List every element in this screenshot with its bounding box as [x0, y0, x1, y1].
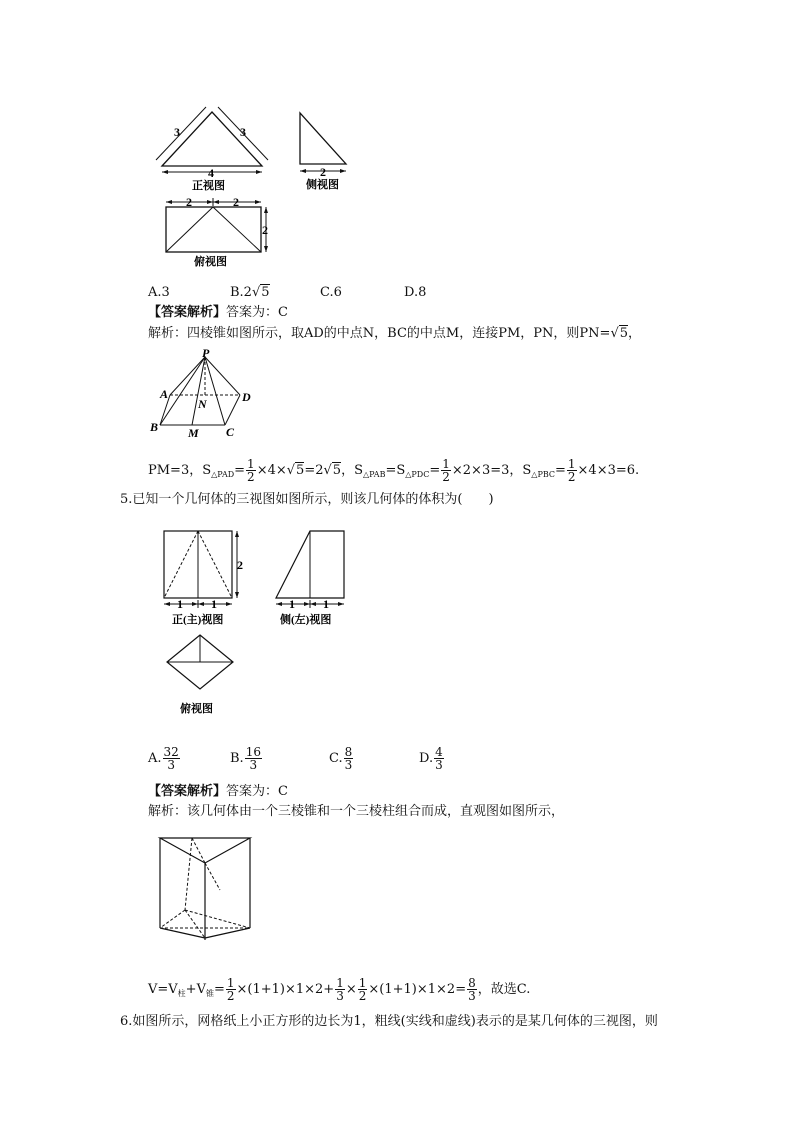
q5-solid-figure — [150, 830, 280, 940]
q4-label-b: B — [150, 420, 159, 434]
q5-answer-tag: 【答案解析】 — [148, 784, 227, 799]
q4-front-view-figure — [150, 100, 280, 195]
q4-answer-tag: 【答案解析】 — [148, 305, 227, 320]
q5-front-label: 正(主)视图 — [172, 614, 224, 626]
q5-front-dim-1-left: 1 — [177, 597, 183, 611]
q4-label-c: C — [226, 425, 235, 439]
q4-front-label: 正视图 — [192, 180, 225, 192]
q5-options — [148, 743, 445, 775]
q4-dim-4: 4 — [208, 166, 214, 180]
q5-side-dim-1-right: 1 — [323, 597, 329, 611]
q4-top-label: 俯视图 — [194, 256, 227, 268]
q4-analysis-line: 解析：四棱锥如图所示，取AD的中点N，BC的中点M，连接PM，PN，则PN=√5， — [148, 326, 642, 341]
q4-top-dim-2-side: 2 — [262, 223, 268, 237]
q5-side-view-figure — [270, 525, 360, 630]
q4-top-dim-2-right: 2 — [233, 195, 239, 209]
q5-top-view-figure — [158, 632, 248, 722]
q5-option-b: B. $\frac{16}{3}$ — [230, 745, 261, 772]
q5-front-dim-1-right: 1 — [211, 597, 217, 611]
q4-label-n: N — [198, 397, 207, 411]
q4-top-view-figure — [158, 192, 278, 272]
q5-analysis-line: 解析：该几何体由一个三棱锥和一个三棱柱组合而成，直观图如图所示， — [148, 804, 565, 819]
q4-side-label: 侧视图 — [306, 179, 339, 191]
q4-answer-text: 答案为：C — [226, 305, 288, 320]
q5-question: 5.已知一个几何体的三视图如图所示，则该几何体的体积为( ) — [120, 492, 494, 507]
q5-side-label: 侧(左)视图 — [280, 614, 332, 626]
q5-option-d: D. $\frac{4}{3}$ — [419, 745, 443, 772]
q4-options — [148, 285, 426, 301]
q4-side-view-figure — [292, 108, 362, 193]
q4-label-a: A — [160, 387, 169, 401]
q4-calc-line: PM=3，$S_{\triangle PAD}=$ $\frac{1}{2}$ ×4×√5=2√5，$S_{\triangle PAB}=S_{\triangle PDC}=$ $\frac{1}{2}$ ×2×3=3，$S_{\triangle PBC}=$ $\frac{1}{2}$ ×4×3=6. — [148, 457, 640, 484]
q4-option-b: B.2√5 — [230, 285, 270, 300]
q4-top-dim-2-left: 2 — [186, 195, 192, 209]
q4-dim-3-right: 3 — [240, 125, 246, 139]
q5-front-dim-2: 2 — [237, 558, 243, 572]
q4-option-c: C.6 — [320, 285, 342, 300]
q4-label-d: D — [242, 390, 251, 404]
q4-pyramid-figure — [140, 345, 270, 440]
q5-front-view-figure — [158, 525, 258, 630]
q4-option-d: D.8 — [404, 285, 427, 300]
q5-side-dim-1-left: 1 — [289, 597, 295, 611]
q6-question: 6.如图所示，网格纸上小正方形的边长为1，粗线(实线和虚线)表示的是某几何体的三视图，则 — [120, 1014, 658, 1029]
q5-option-a: A. $\frac{32}{3}$ — [148, 745, 179, 772]
q5-answer-line — [148, 784, 288, 800]
q4-label-p: P — [202, 346, 210, 360]
q5-volume-line: $V=V_柱+V_锥=$ $\frac{1}{2}$ ×(1+1)×1×2+ $\frac{1}{3}$ × $\frac{1}{2}$ ×(1+1)×1×2= $\frac{8}{3}$ ，故选C. — [148, 976, 531, 1003]
q4-label-m: M — [188, 426, 199, 440]
q4-dim-3-left: 3 — [174, 125, 180, 139]
q5-answer-text: 答案为：C — [226, 784, 288, 799]
q4-option-a: A.3 — [148, 285, 170, 300]
q5-option-c: C. $\frac{8}{3}$ — [329, 745, 353, 772]
q4-answer-line — [148, 305, 288, 321]
q5-top-label: 俯视图 — [180, 703, 213, 715]
q4-side-dim-2: 2 — [320, 165, 326, 179]
